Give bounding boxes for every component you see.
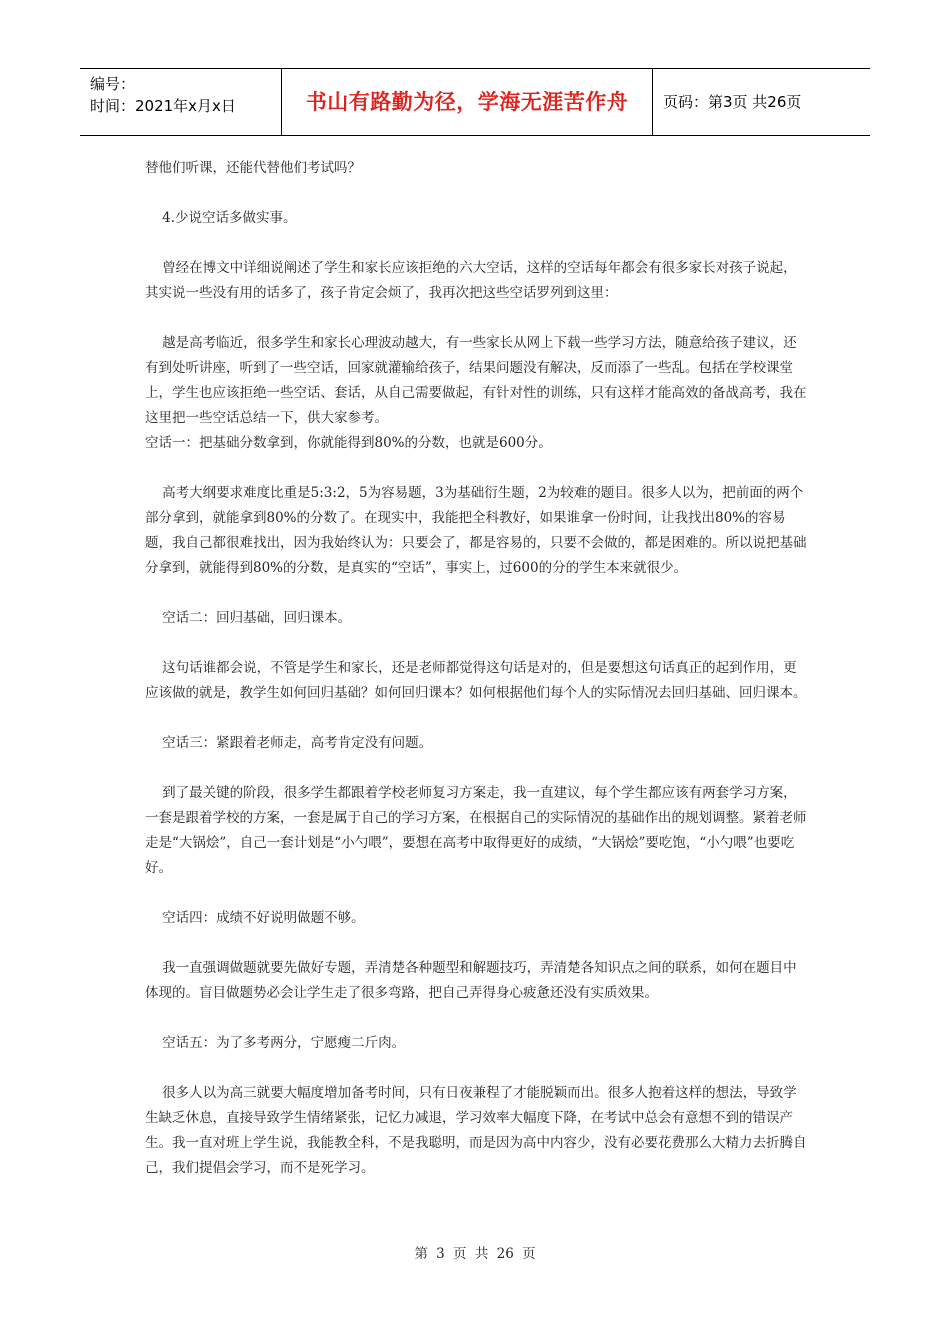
subheading-empty-talk-2: 空话二：回归基础，回归课本。 xyxy=(145,610,352,626)
paragraph: 这句话谁都会说，不管是学生和家长，还是老师都觉得这句话是对的，但是要想这句话真正的起到作用，更应该做的就是，教学生如何回归基础？如何回归课本？如何根据他们每个人的实际情况去回归基础、回归课本。 xyxy=(145,660,807,701)
header-meta-cell xyxy=(80,69,282,135)
document-body xyxy=(145,156,810,1206)
paragraph: 高考大纲要求难度比重是5:3:2，5为容易题，3为基础衍生题，2为较难的题目。很多人以为，把前面的两个部分拿到，就能拿到80%的分数了。在现实中，我能把全科教好，如果谁拿一份时间，让我找出80%的容易题，我自己都很难找出，因为我始终认为：只要会了，都是容易的，只要不会做的，都是困难的。所以说把基础分拿到，就能得到80%的分数，是真实的“空话”，事实上，过600的分的学生本来就很少。 xyxy=(145,485,807,576)
paragraph: 曾经在博文中详细说阐述了学生和家长应该拒绝的六大空话，这样的空话每年都会有很多家长对孩子说起，其实说一些没有用的话多了，孩子肯定会烦了，我再次把这些空话罗列到这里： xyxy=(145,260,797,301)
header-motto: 书山有路勤为径，学海无涯苦作舟 xyxy=(282,69,653,135)
paragraph: 我一直强调做题就要先做好专题，弄清楚各种题型和解题技巧，弄清楚各知识点之间的联系，如何在题目中体现的。盲目做题势必会让学生走了很多弯路，把自己弄得身心疲惫还没有实质效果。 xyxy=(145,960,797,1001)
document-number-label: 编号： xyxy=(90,75,136,93)
page-footer: 第 3 页 共 26 页 xyxy=(414,1246,536,1262)
subheading-empty-talk-1: 空话一：把基础分数拿到，你就能得到80%的分数，也就是600分。 xyxy=(145,435,552,451)
document-header xyxy=(80,68,870,136)
paragraph: 很多人以为高三就要大幅度增加备考时间，只有日夜兼程了才能脱颖而出。很多人抱着这样的想法，导致学生缺乏休息，直接导致学生情绪紧张，记忆力减退，学习效率大幅度下降，在考试中总会有意想不到的错误产生。我一直对班上学生说，我能教全科，不是我聪明，而是因为高中内容少，没有必要花费那么大精力去折腾自己，我们提倡会学习，而不是死学习。 xyxy=(145,1085,807,1176)
header-page-info: 页码：第3页 共26页 xyxy=(663,93,802,111)
document-date-label: 时间：2021年x月x日 xyxy=(90,97,236,115)
section-heading: 4.少说空话多做实事。 xyxy=(145,210,297,226)
subheading-empty-talk-4: 空话四：成绩不好说明做题不够。 xyxy=(145,910,365,926)
paragraph-continuation: 替他们听课，还能代替他们考试吗？ xyxy=(145,160,361,176)
paragraph: 越是高考临近，很多学生和家长心理波动越大，有一些家长从网上下载一些学习方法，随意给孩子建议，还有到处听讲座，听到了一些空话，回家就灌输给孩子，结果问题没有解决，反而添了一些乱。包括在学校课堂上，学生也应该拒绝一些空话、套话，从自己需要做起，有针对性的训练，只有这样才能高效的备战高考，我在这里把一些空话总结一下，供大家参考。 xyxy=(145,335,807,426)
paragraph: 到了最关键的阶段，很多学生都跟着学校老师复习方案走，我一直建议，每个学生都应该有两套学习方案，一套是跟着学校的方案，一套是属于自己的学习方案，在根据自己的实际情况的基础作出的规划调整。紧着老师走是“大锅烩”，自己一套计划是“小勺喂”，要想在高考中取得更好的成绩，“大锅烩”要吃饱，“小勺喂”也要吃好。 xyxy=(145,785,807,876)
subheading-empty-talk-5: 空话五：为了多考两分，宁愿瘦二斤肉。 xyxy=(145,1035,406,1051)
subheading-empty-talk-3: 空话三：紧跟着老师走，高考肯定没有问题。 xyxy=(145,735,433,751)
